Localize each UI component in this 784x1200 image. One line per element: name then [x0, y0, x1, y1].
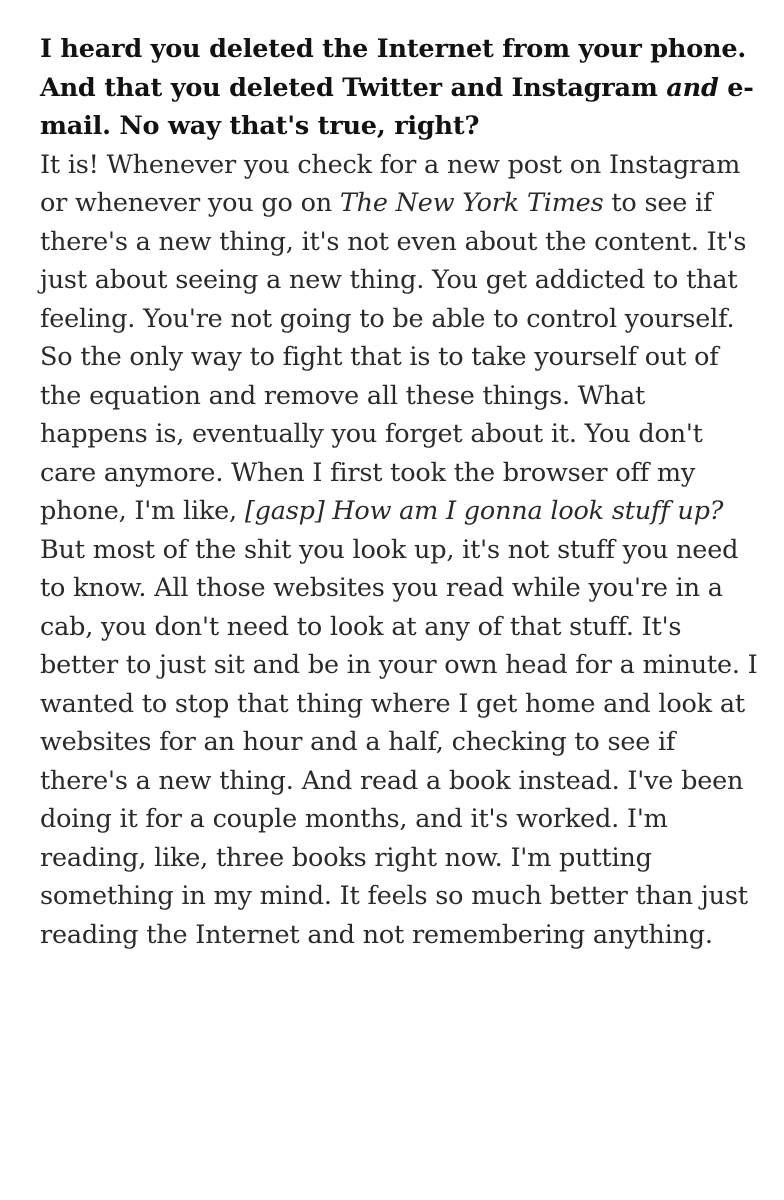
- interview-excerpt: [40, 30, 758, 954]
- answer-text-3: But most of the shit you look up, it's not stuff you need to know. All those websites you read while you're in a cab, you don't need to look at any of that stuff. It's better to just sit and be in your own head for a minute. I wanted to stop that thing where I get home and look at websites for an hour and a half, checking to see if there's a new thing. And read a book instead. I've been doing it for a couple months, and it's worked. I'm reading, like, three books right now. I'm putting something in my mind. It feels so much better than just reading the Internet and not remembering anything.: [40, 534, 758, 950]
- answer-text-2: to see if there's a new thing, it's not even about the content. It's just about seeing a new thing. You get addicted to that feeling. You're not going to be able to control yourself. So the only way to fight that is to take yourself out of the equation and remove all these things. What happens is, eventually you forget about it. You don't care anymore. When I first took the browser off my phone, I'm like,: [40, 188, 747, 526]
- interview-question: [40, 34, 754, 141]
- interview-answer: [40, 150, 758, 950]
- publication-title: The New York Times: [339, 188, 604, 218]
- answer-text-1: It is! Whenever you check for a new post on Instagram or whenever you go on: [40, 149, 741, 218]
- question-text-1: I heard you deleted the Internet from your phone. And that you deleted Twitter and Instagram: [40, 34, 747, 103]
- answer-aside: [gasp] How am I gonna look stuff up?: [244, 496, 724, 526]
- question-emphasis: and: [666, 72, 719, 103]
- question-text-2: e-mail. No way that's true, right?: [40, 72, 754, 141]
